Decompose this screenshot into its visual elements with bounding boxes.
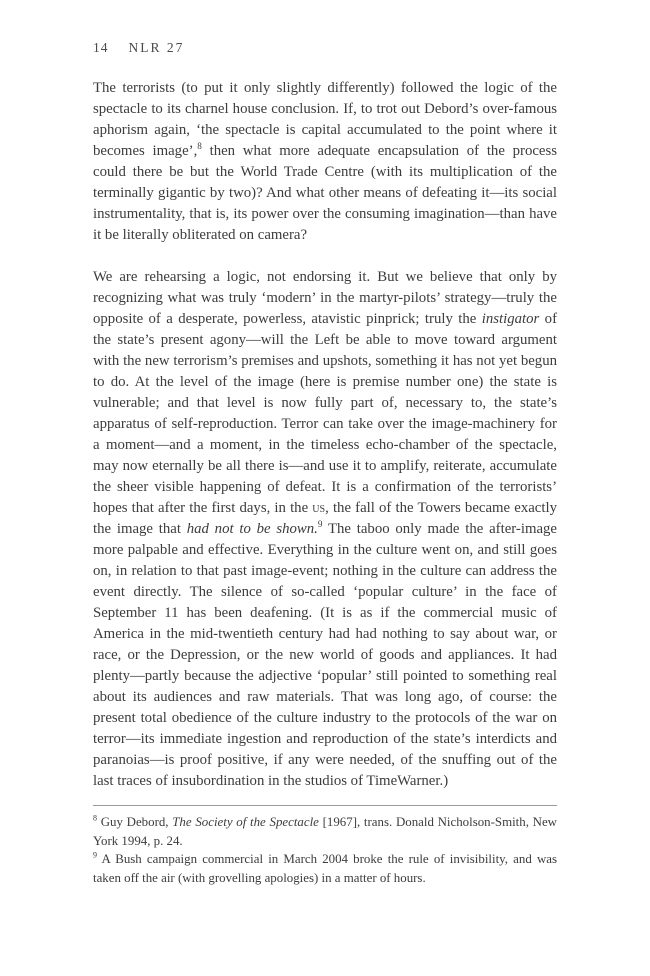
text-run: of the state’s present agony—will the Left be able to move toward argument with the new terrorism’s premises and upshots, something it has not yet begun to do. At the level of the image (here is premise number one) the state is vulnerable; and that level is now fully part of, necessary to, the state’s apparatus of self-reproduction. Terror can take over the image-machinery for a moment—and a moment, in the timeless echo-chamber of the spectacle, may now eternally be all there is—and use it to amplify, reiterate, accumulate the sheer visible happening of defeat. It is a confirmation of the terrorists’ hopes that after the first days, in the: [93, 311, 557, 516]
text-run: The terrorists (to put it only slightly differently) followed the logic of the spectacle to its charnel house conclusion. If, to trot out Debord’s over-famous aphorism again, ‘the spectacle is capital accumulated to the point where it becomes image’,: [93, 80, 557, 159]
text-run: [1967], trans. Donald Nicholson-Smith, New York 1994, p. 24.: [93, 815, 557, 848]
text-run: A Bush campaign commercial in March 2004 broke the rule of invisibility, and was taken off the air (with grovelling apologies) in a matter of hours.: [93, 852, 557, 885]
text-run: instigator: [481, 311, 540, 327]
footnote-divider: [93, 805, 557, 806]
text-run: , the fall of the Towers became exactly the image that: [93, 500, 557, 537]
text-run: 8: [93, 813, 97, 823]
article-body: [93, 78, 557, 792]
text-run: 9: [317, 519, 323, 530]
footnote-8: [93, 813, 557, 850]
text-run: 9: [93, 850, 97, 860]
text-run: We are rehearsing a logic, not endorsing it. But we believe that only by recognizing what was truly ‘modern’ in the martyr-pilots’ strategy—truly the opposite of a desperate, powerless, atavistic pinprick; truly the: [93, 269, 557, 327]
text-run: The Society of the Spectacle: [172, 815, 319, 829]
paragraph-2: [93, 267, 557, 792]
paragraph-1: [93, 78, 557, 246]
text-run: had not to be shown.: [186, 521, 318, 537]
text-run: The taboo only made the after-image more palpable and effective. Everything in the culture went on, and still goes on, in relation to that past image-event; nothing in the culture can address the event directly. The silence of so-called ‘popular culture’ in the face of September 11 has been deafening. (It is as if the commercial music of America in the mid-twentieth century had had nothing to say about war, or race, or the Depression, or the new world of goods and appliances. It had plenty—partly because the adjective ‘popular’ still pointed to something real about its audiences and raw materials. That was long ago, of course: the present total obedience of the culture industry to the protocols of the war on terror—its immediate ingestion and reproduction of the state’s interdicts and paranoias—is proof positive, if any were needed, of the snuffing out of the last traces of insubordination in the studios of TimeWarner.): [93, 521, 557, 789]
text-run: then what more adequate encapsulation of the process could there be but the World Trade Centre (with its multiplication of the terminally gigantic by two)? And what other means of defeating it—its social instrumentality, that is, its power over the consuming imagination—than have it be literally obliterated on camera?: [93, 143, 557, 243]
footnote-9: [93, 850, 557, 887]
running-header: [93, 40, 557, 56]
footnotes-section: [93, 805, 557, 887]
text-run: Guy Debord,: [97, 815, 173, 829]
journal-issue: NLR 27: [128, 40, 185, 55]
text-run: 8: [197, 141, 202, 152]
page-number: 14: [93, 40, 109, 55]
text-run: us: [312, 500, 326, 516]
